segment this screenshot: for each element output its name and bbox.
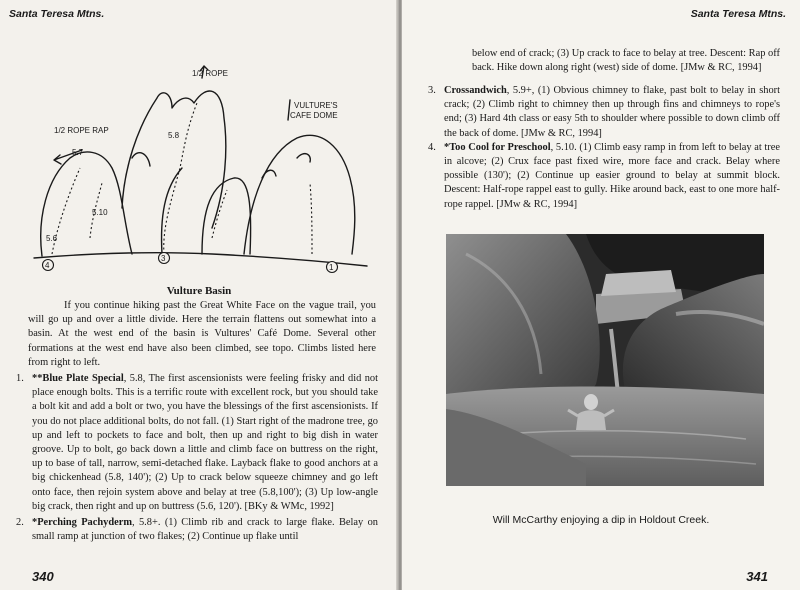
route-name: Too Cool for Preschool (449, 141, 551, 153)
section-title: Vulture Basin (166, 285, 232, 297)
route-topo-drawing (12, 58, 382, 280)
route-entry (16, 372, 378, 514)
photo-caption: Will McCarthy enjoying a dip in Holdout Creek. (492, 514, 710, 526)
route-number: 2. (16, 517, 24, 529)
route-name: Perching Pachyderm (37, 517, 133, 529)
route-number: 3. (428, 85, 436, 96)
section-intro: If you continue hiking past the Great White Face on the vague trail, you will go up and over a little divide. Here the terrain flattens out somewhat into a basin. At the west end of the basin is Vultures' Café Dome. Several other formations at the west end have also been climbed, see topo. Climbs listed here from right to left. (28, 300, 376, 368)
route-list-left (16, 372, 378, 544)
route-entry (16, 516, 378, 544)
route-description: , 5.9+, (1) Obvious chimney to flake, past bolt to belay in short crack; (2) Climb right to chimney then up through fins and chimneys to rope's end; (3) Hard 4th class or easy 5th to shoulder where possible to down climb off the back of dome. [JMw & RC, 1994] (444, 85, 780, 139)
route-stars: * (444, 141, 450, 153)
route-number: 1. (16, 373, 24, 384)
running-head-right: Santa Teresa Mtns. (690, 8, 786, 20)
label-cafe-dome: CAFE DOME (290, 111, 338, 120)
continued-route-text: below end of crack; (3) Up crack to face to belay at tree. Descent: Rap off back. Hike down along right (west) side of dome. [JMw & RC, 1994] (472, 48, 780, 74)
right-page (402, 0, 800, 590)
label-vultures: VULTURE'S (294, 101, 338, 110)
route-description: , 5.8+. (1) Climb rib and crack to large flake. Belay on small ramp at junction of two flakes; (2) Continue up flake until (32, 517, 378, 543)
route-stars: ** (32, 373, 43, 384)
route-description: , 5.8, The first ascensionists were feeling frisky and did not place enough bolts. This is a terrific route with excellent rock, but you should take a bolt kit and add a bolt or two, you have the blessings of the first ascensionists. If you do not place additional bolts, do not fall. (1) Start right of the madrone tree, go up and left to pockets to face and bolt, then up and right to big dish in water groove. Up to bolt, go back down a little and climb face on buttress on the right, up to base of tall, narrow, semi-detached flake. Layback flake to good anchors at a big chickenhead (5.8, 140'); (2) Up to crack below squeeze chimney and go left onto face, then rejoin system above and belay at tree (5.8,100'); (3) Up low-angle big crack, then right and up on buttress (5.6, 120'). [BKy & WMc, 1992] (32, 373, 378, 512)
label-grade-5-10: 5.10 (92, 208, 108, 217)
running-head-left: Santa Teresa Mtns. (9, 8, 105, 20)
label-half-rope: 1/2 ROPE (192, 69, 229, 78)
route-name: Blue Plate Special (42, 373, 124, 384)
page-number-left: 340 (32, 569, 54, 584)
label-half-rope-rap: 1/2 ROPE RAP (54, 126, 109, 135)
route-marker-3: 3 (161, 254, 166, 263)
route-list-right (428, 84, 780, 212)
route-stars: * (32, 517, 38, 529)
route-marker-4: 4 (45, 261, 50, 270)
page-number-right: 341 (746, 569, 768, 584)
route-marker-1: 1 (329, 263, 334, 272)
left-page (0, 0, 398, 590)
label-grade-5-6: 5.6 (46, 234, 58, 243)
label-grade-5-8: 5.8 (168, 131, 180, 140)
label-grade-5-7: 5.7 (72, 148, 84, 157)
route-name: Crossandwich (444, 85, 507, 96)
route-description: , 5.10. (1) Climb easy ramp in from left to belay at tree in alcove; (2) Crux face past fixed wire, more face and crack. Belay where possible (130'); (2) Continue up easier ground to belay at summit block. Descent: Half-rope rappel east to gully. Hike around back, east to one more half-rope rappel. [JMw & RC, 1994] (444, 141, 780, 210)
route-number: 4. (428, 141, 436, 153)
route-entry (428, 141, 780, 212)
creek-photo (446, 234, 764, 486)
route-entry (428, 84, 780, 141)
